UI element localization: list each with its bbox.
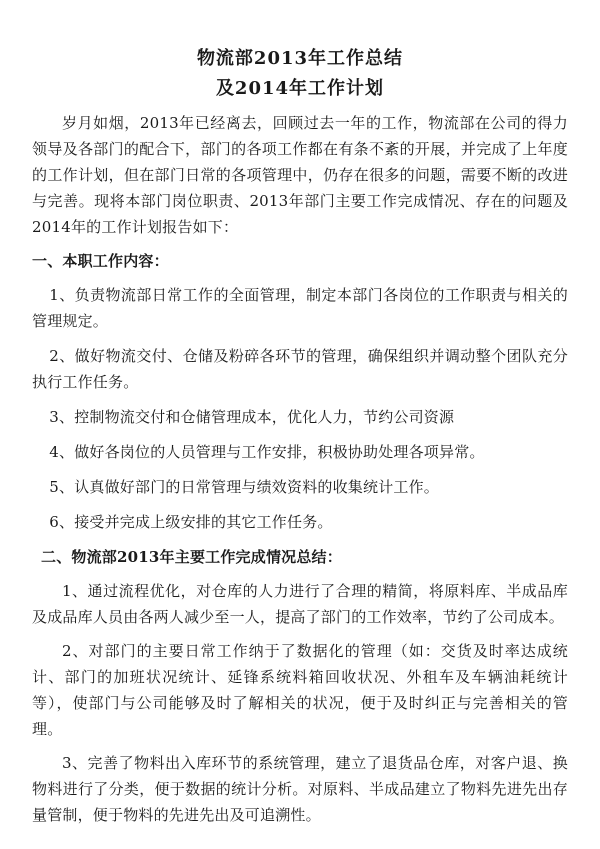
- document-title-line2: 及2014年工作计划: [215, 78, 385, 99]
- summary-paragraph-2: 2、对部门的主要日常工作纳于了数据化的管理（如：交货及时率达成统计、部门的加班状况统计、延锋系统料箱回收状况、外租车及车辆油耗统计等），使部门与公司能够及时了解相关的状况，便于及时纠正与完善相关的管理。: [32, 642, 568, 738]
- document-title-line1: 物流部2013年工作总结: [196, 48, 404, 69]
- section-heading-duties: 一、本职工作内容：: [32, 252, 169, 270]
- duty-item-2: 2、做好物流交付、仓储及粉碎各环节的管理，确保组织并调动整个团队充分执行工作任务。: [32, 347, 568, 391]
- duty-item-5: 5、认真做好部门的日常管理与绩效资料的收集统计工作。: [49, 478, 439, 496]
- summary-paragraph-1: 1、通过流程优化，对仓库的人力进行了合理的精简，将原料库、半成品库及成品库人员由各两人减少至一人，提高了部门的工作效率，节约了公司成本。: [32, 582, 568, 626]
- duty-item-4: 4、做好各岗位的人员管理与工作安排，积极协助处理各项异常。: [49, 443, 485, 461]
- duty-item-3: 3、控制物流交付和仓储管理成本，优化人力，节约公司资源: [49, 408, 455, 426]
- duty-item-1: 1、负责物流部日常工作的全面管理，制定本部门各岗位的工作职责与相关的管理规定。: [32, 286, 568, 330]
- summary-paragraph-3: 3、完善了物料出入库环节的系统管理，建立了退货品仓库，对客户退、换物料进行了分类，便于数据的统计分析。对原料、半成品建立了物料先进先出存量管制，便于物料的先进先出及可追溯性。: [32, 754, 568, 824]
- duty-item-6: 6、接受并完成上级安排的其它工作任务。: [49, 513, 333, 531]
- section-heading-summary: 二、物流部2013年主要工作完成情况总结：: [41, 548, 342, 566]
- intro-paragraph: 岁月如烟，2013年已经离去，回顾过去一年的工作，物流部在公司的得力领导及各部门的配合下，部门的各项工作都在有条不紊的开展，并完成了上年度的工作计划，但在部门日常的各项管理中，仍存在很多的问题，需要不断的改进与完善。现将本部门岗位职责、2013年部门主要工作完成情况、存在的问题及2014年的工作计划报告如下：: [32, 114, 568, 236]
